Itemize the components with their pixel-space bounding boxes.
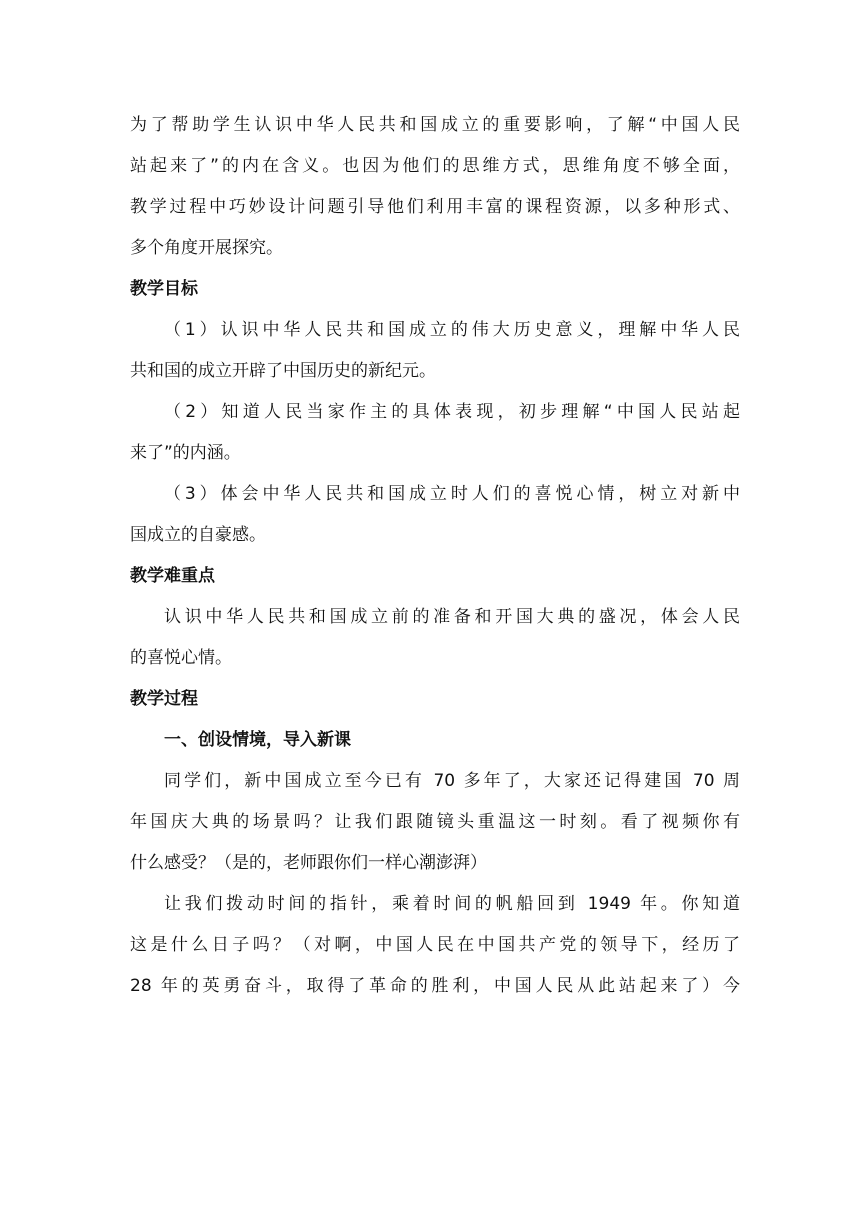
- intro-line: 多个角度开展探究。: [130, 238, 283, 258]
- intro-line: 教学过程中巧妙设计问题引导他们利用丰富的课程资源，以多种形式、: [130, 197, 740, 217]
- intro-line: 站起来了”的内在含义。也因为他们的思维方式，思维角度不够全面，: [130, 156, 740, 176]
- paragraph-2-line: 让我们拨动时间的指针，乘着时间的帆船回到 1949 年。你知道: [164, 894, 740, 914]
- key-points-line: 的喜悦心情。: [130, 648, 232, 668]
- paragraph-2-line: 28 年的英勇奋斗，取得了革命的胜利，中国人民从此站起来了）今: [130, 976, 740, 996]
- paragraph-1-line: 年国庆大典的场景吗？让我们跟随镜头重温这一时刻。看了视频你有: [130, 812, 740, 832]
- process-heading: 教学过程: [130, 689, 198, 709]
- goals-heading: 教学目标: [130, 279, 198, 299]
- key-points-heading: 教学难重点: [130, 566, 215, 586]
- goal-3-line: 国成立的自豪感。: [130, 525, 266, 545]
- key-points-line: 认识中华人民共和国成立前的准备和开国大典的盛况，体会人民: [164, 607, 740, 627]
- goal-1-line: （1）认识中华人民共和国成立的伟大历史意义，理解中华人民: [164, 320, 740, 340]
- document-body: [130, 105, 740, 1007]
- paragraph-1-line: 什么感受？（是的，老师跟你们一样心潮澎湃）: [130, 853, 487, 873]
- goal-2-line: （2）知道人民当家作主的具体表现，初步理解“中国人民站起: [164, 402, 740, 422]
- goal-3-line: （3）体会中华人民共和国成立时人们的喜悦心情，树立对新中: [164, 484, 740, 504]
- section-1-heading: 一、创设情境，导入新课: [164, 730, 351, 750]
- goal-2-line: 来了”的内涵。: [130, 443, 241, 463]
- goal-1-line: 共和国的成立开辟了中国历史的新纪元。: [130, 361, 436, 381]
- paragraph-1-line: 同学们，新中国成立至今已有 70 多年了，大家还记得建国 70 周: [164, 771, 740, 791]
- intro-line: 为了帮助学生认识中华人民共和国成立的重要影响，了解“中国人民: [130, 115, 740, 135]
- paragraph-2-line: 这是什么日子吗？（对啊，中国人民在中国共产党的领导下，经历了: [130, 935, 740, 955]
